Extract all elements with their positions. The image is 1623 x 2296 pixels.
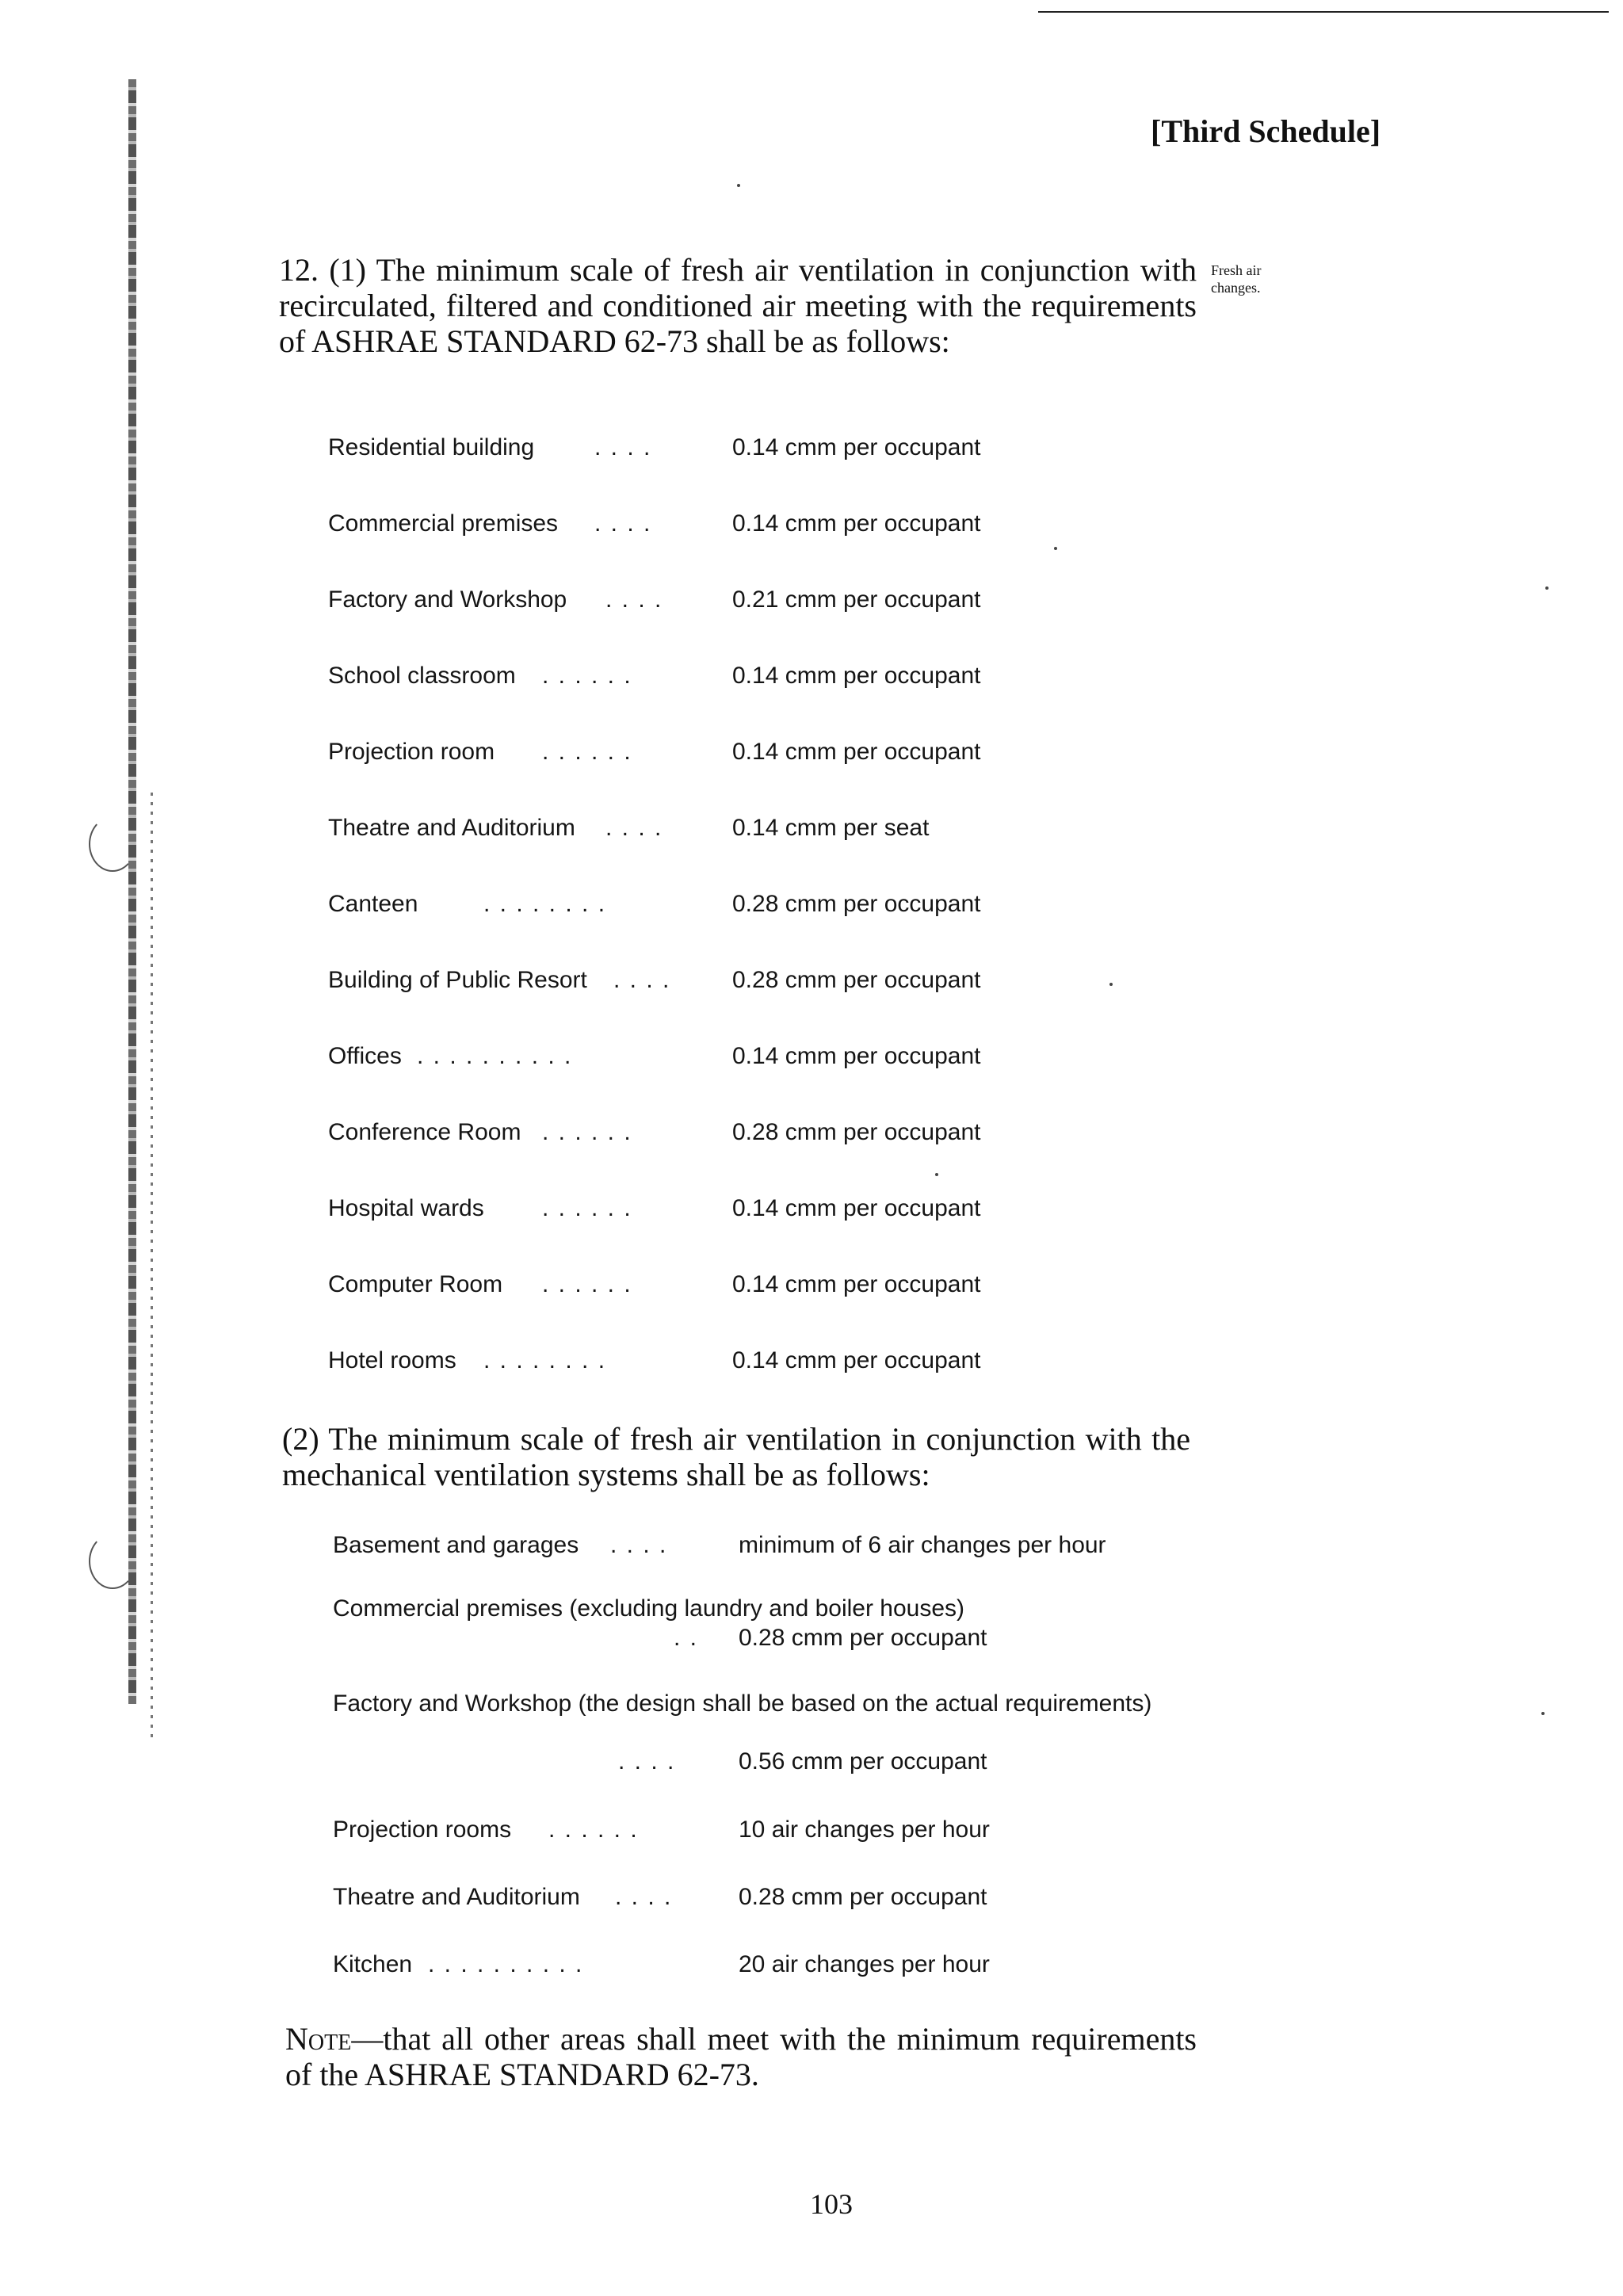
row-label: Canteen <box>328 891 418 917</box>
row-label: Projection room <box>328 739 495 765</box>
row-label: Factory and Workshop (the design shall be based on the actual requirements) <box>333 1690 1152 1717</box>
leader-dots: . . . . . . <box>542 1119 632 1145</box>
row-value: 0.14 cmm per occupant <box>732 1195 981 1221</box>
clause-12-2-text: (2) The minimum scale of fresh air ventilation in conjunction with the mechanical ventilation systems shall be as follows: <box>282 1421 1190 1492</box>
row-value: 0.14 cmm per occupant <box>732 663 981 689</box>
scan-speck <box>935 1173 938 1176</box>
row-label: Residential building <box>328 434 535 460</box>
row-label: Computer Room <box>328 1271 503 1297</box>
row-label: Offices <box>328 1043 402 1069</box>
leader-dots: . . . . <box>594 510 652 537</box>
punch-hole <box>89 816 136 872</box>
leader-dots: . . . . <box>605 815 663 841</box>
row-label: Hotel rooms <box>328 1347 456 1373</box>
leader-dots: . . . . <box>605 586 663 613</box>
leader-dots: . . . . <box>613 967 671 993</box>
scan-speck <box>1545 586 1549 590</box>
row-value: 0.28 cmm per occupant <box>732 1119 981 1145</box>
top-rule <box>1038 11 1609 13</box>
clause-12-1-text: 12. (1) The minimum scale of fresh air ventilation in conjunction with recirculated, filtered and conditioned air meeting with the requirements of ASHRAE STANDARD 62-73 shall be as follows: <box>279 252 1197 359</box>
scan-speck <box>737 184 740 187</box>
leader-dots: . . . . . . . . <box>483 1347 607 1373</box>
leader-dots: . . . . . . <box>542 1195 632 1221</box>
row-label: Hospital wards <box>328 1195 484 1221</box>
row-value: 0.28 cmm per occupant <box>732 967 981 993</box>
row-value: minimum of 6 air changes per hour <box>739 1532 1106 1558</box>
row-label: Basement and garages <box>333 1532 579 1558</box>
punch-hole <box>89 1534 136 1589</box>
page-number: 103 <box>810 2188 853 2220</box>
leader-dots: . . . . <box>594 434 652 460</box>
row-value: 0.28 cmm per occupant <box>732 891 981 917</box>
row-value: 0.14 cmm per seat <box>732 815 930 841</box>
leader-dots: . . . . . . <box>542 663 632 689</box>
leader-dots: . . . . . . <box>548 1817 639 1843</box>
schedule-header: [Third Schedule] <box>1151 113 1381 149</box>
row-label: School classroom <box>328 663 516 689</box>
row-value: 0.14 cmm per occupant <box>732 1271 981 1297</box>
leader-dots: . . . . . . . . . . <box>417 1043 573 1069</box>
leader-dots: . . . . <box>615 1884 673 1910</box>
scan-speck <box>1054 547 1057 550</box>
leader-dots: . . . . . . . . . . <box>428 1951 584 1977</box>
row-label: Factory and Workshop <box>328 586 567 613</box>
binding-edge <box>128 79 136 1704</box>
row-value: 20 air changes per hour <box>739 1951 990 1977</box>
row-value: 0.14 cmm per occupant <box>732 434 981 460</box>
note-paragraph <box>285 2021 1197 2092</box>
row-value: 0.28 cmm per occupant <box>739 1625 987 1651</box>
row-label: Theatre and Auditorium <box>333 1884 580 1910</box>
row-label: Commercial premises <box>328 510 559 537</box>
row-label: Projection rooms <box>333 1817 512 1843</box>
leader-dots: . . . . <box>618 1748 676 1775</box>
row-label: Building of Public Resort <box>328 967 587 993</box>
row-value: 0.14 cmm per occupant <box>732 1347 981 1373</box>
row-label: Kitchen <box>333 1951 413 1977</box>
binding-edge-thin <box>151 793 153 1744</box>
leader-dots: . . . . <box>610 1532 668 1558</box>
row-value: 0.56 cmm per occupant <box>739 1748 987 1775</box>
leader-dots: . . . . . . <box>542 739 632 765</box>
leader-dots: . . . . . . . . <box>483 891 607 917</box>
leader-dots: . . <box>674 1625 699 1651</box>
row-value: 10 air changes per hour <box>739 1817 990 1843</box>
row-label: Conference Room <box>328 1119 521 1145</box>
scan-speck <box>1541 1712 1545 1715</box>
note-text: —that all other areas shall meet with the minimum requirements of the ASHRAE STANDARD 62-73. <box>285 2021 1197 2092</box>
row-label: Commercial premises (excluding laundry and boiler houses) <box>333 1595 965 1622</box>
margin-note: Fresh air changes. <box>1211 262 1262 296</box>
row-value: 0.14 cmm per occupant <box>732 510 981 537</box>
row-label: Theatre and Auditorium <box>328 815 575 841</box>
leader-dots: . . . . . . <box>542 1271 632 1297</box>
row-value: 0.28 cmm per occupant <box>739 1884 987 1910</box>
row-value: 0.21 cmm per occupant <box>732 586 981 613</box>
row-value: 0.14 cmm per occupant <box>732 1043 981 1069</box>
note-lead: Note <box>285 2021 352 2057</box>
scan-speck <box>1109 983 1113 986</box>
row-value: 0.14 cmm per occupant <box>732 739 981 765</box>
